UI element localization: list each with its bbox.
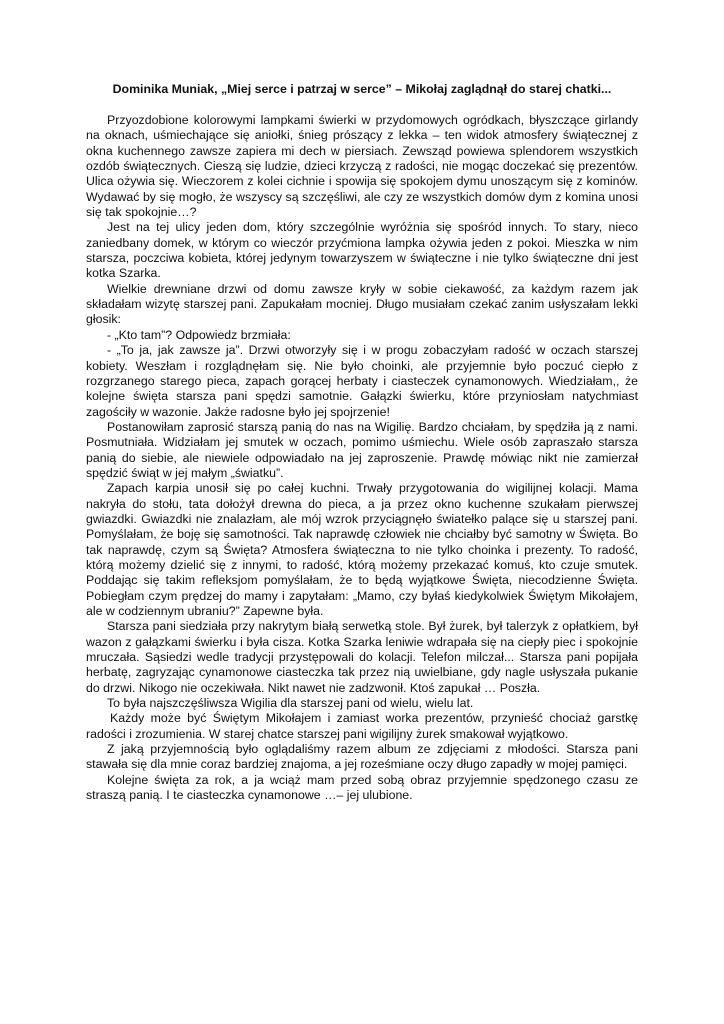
paragraph-6: Postanowiłam zaprosić starszą panią do nas na Wigilię. Bardzo chciałam, by spędziła ją z nami. Posmutniała. Widziałam jej smutek w oczach, pomimo uśmiechu. Wiele osób zapraszało starsza panią do siebie, ale niewiele odpowiadało na jej zaproszenie. Prawdę mówiąc nikt nie zamierzał spędzić świąt w jej małym „światku”. [86,419,638,480]
paragraph-3: Wielkie drewniane drzwi od domu zawsze kryły w sobie ciekawość, za każdym razem jak składałam wizytę starszej pani. Zapukałam mocniej. Długo musiałam czekać zanim usłyszałam lekki głosik: [86,281,638,327]
paragraph-8: Starsza pani siedziała przy nakrytym białą serwetką stole. Był żurek, był talerzyk z opłatkiem, był wazon z gałązkami świerku i była cisza. Kotka Szarka leniwie wdrapała się na ciepły piec i spokojnie mruczała. Sąsiedzi wedle tradycji przystępowali do kolacji. Telefon milczał... Starsza pani popijała herbatę, zagryzając cynamonowe ciasteczka tak przez nią uwielbiane, gdy nagle usłyszała pukanie do drzwi. Nikogo nie oczekiwała. Nikt nawet nie zadzwonił. Ktoś zapukał … Poszła. [86,619,638,695]
paragraph-1: Przyozdobione kolorowymi lampkami świerki w przydomowych ogródkach, błyszczące girlandy na oknach, uśmiechające się aniołki, śnieg prószący z lekka – ten widok atmosfery świątecznej z okna kuchennego zawsze zapiera mi dech w piersiach. Zewsząd powiewa splendorem wszystkich ozdób świątecznych. Cieszą się ludzie, dzieci krzyczą z radości, nie mogąc doczekać się prezentów. Ulica ożywia się. Wieczorem z kolei cichnie i spowija się spokojem dymu unoszącym się z kominów. Wydawać by się mogło, że wszyscy są szczęśliwi, ale czy ze wszystkich domów dym z komina unosi się tak spokojnie…? [86,113,638,220]
paragraph-11: Z jaką przyjemnością było oglądaliśmy razem album ze zdjęciami z młodości. Starsza pani stawała się dla mnie coraz bardziej znajoma, a jej roześmiane oczy długo zapadły w mojej pamięci. [86,742,638,772]
dialogue-line-2: - „To ja, jak zawsze ja”. Drzwi otworzyły się i w progu zobaczyłam radość w oczach starszej kobiety. Weszłam i rozglądnęłam się. Nie było choinki, ale przyjemnie było poczuć ciepło z rozgrzanego starego pieca, zapach gorącej herbaty i ciasteczek cynamonowych. Wiedziałam,, że kolejne święta starsza pani spędzi samotnie. Gałązki świerku, które przyniosłam natychmiast zagościły w wazonie. Jakże radosne było jej spojrzenie! [86,343,638,419]
paragraph-10: Każdy może być Świętym Mikołajem i zamiast worka prezentów, przynieść chociaż garstkę radości i zrozumienia. W starej chatce starszej pani wigilijny żurek smakował wyjątkowo. [86,711,638,741]
paragraph-9: To była najszczęśliwsza Wigilia dla starszej pani od wielu, wielu lat. [107,696,474,711]
dialogue-line-1: - „Kto tam”? Odpowiedz brzmiała: [107,327,291,342]
paragraph-7: Zapach karpia unosił się po całej kuchni. Trwały przygotowania do wigilijnej kolacji. Mama nakryła do stołu, tata dołożył drewna do pieca, a ja przez okno kuchenne szukałam pierwszej gwiazdki. Gwiazdki nie znalazłam, ale mój wzrok przyciągnęło światełko palące się u starszej pani. Pomyślałam, że boję się samotności. Tak naprawdę człowiek nie chciałby być samotny w Święta. Bo tak naprawdę, czym są Święta? Atmosfera świąteczna to nie tylko choinka i prezenty. To radość, którą możemy dzielić się z innymi, to radość, którą możemy przekazać komuś, kto czuje smutek. Poddając się takim refleksjom pomyślałam, że to będą wyjątkowe Święta, niecodzienne Święta. Pobiegłam czym prędzej do mamy i zapytałam: „Mamo, czy byłaś kiedykolwiek Świętym Mikołajem, ale w codziennym ubraniu?” Zapewne była. [86,481,638,618]
document-page [86,82,638,803]
paragraph-2: Jest na tej ulicy jeden dom, który szczególnie wyróżnia się spośród innych. To stary, nieco zaniedbany domek, w którym co wieczór przyćmiona lampka ożywia jeden z pokoi. Mieszka w nim starsza, poczciwa kobieta, której jedynym towarzyszem w świąteczne i nie tylko świąteczne dni jest kotka Szarka. [86,220,638,281]
document-title: Dominika Muniak, „Miej serce i patrzaj w serce” – Mikołaj zaglądnął do starej chatki... [112,82,612,96]
paragraph-12: Kolejne święta za rok, a ja wciąż mam przed sobą obraz przyjemnie spędzonego czasu ze straszą panią. I te ciasteczka cynamonowe …– jej ulubione. [86,772,638,803]
